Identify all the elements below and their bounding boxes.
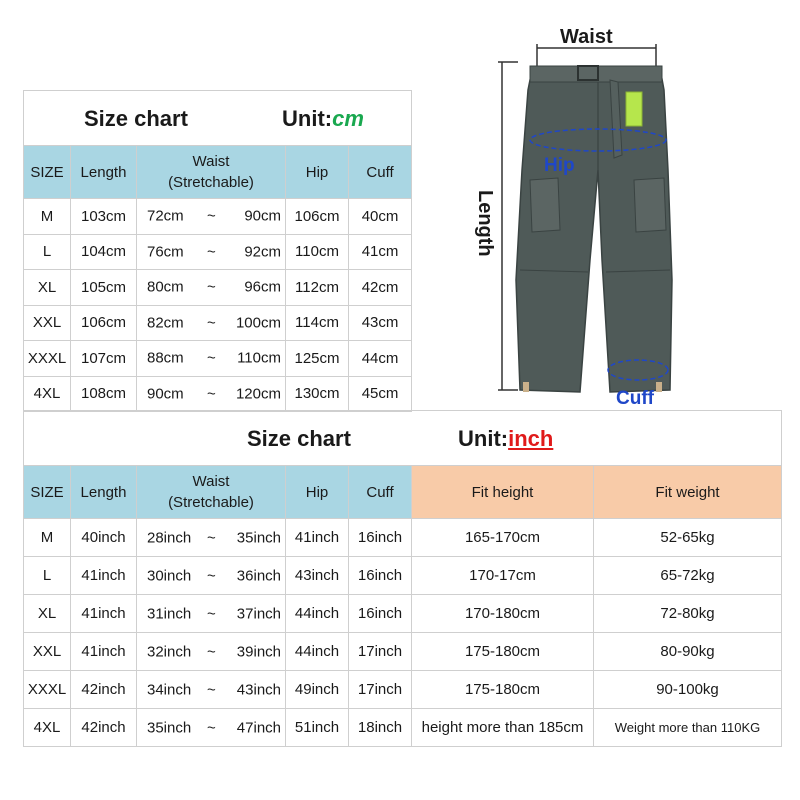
header-size: SIZE bbox=[24, 146, 71, 199]
header-fit-height: Fit height bbox=[412, 466, 594, 519]
waist-cell bbox=[137, 519, 286, 557]
header-length: Length bbox=[71, 146, 137, 199]
length-cell: 105cm bbox=[71, 270, 137, 306]
size-cell: XXXL bbox=[24, 341, 71, 377]
cuff-cell: 17inch bbox=[349, 671, 412, 709]
hang-tag bbox=[626, 92, 642, 126]
hip-cell: 110cm bbox=[286, 234, 349, 270]
length-cell: 104cm bbox=[71, 234, 137, 270]
size-cell: M bbox=[24, 199, 71, 235]
length-label: Length bbox=[474, 190, 496, 257]
fit-height-cell: 165-170cm bbox=[412, 519, 594, 557]
cuff-cell: 40cm bbox=[349, 199, 412, 235]
waist-min: 90cm bbox=[147, 385, 184, 403]
length-cell: 103cm bbox=[71, 199, 137, 235]
waist-cell bbox=[137, 376, 286, 412]
inch-row bbox=[24, 671, 782, 709]
cuff-cell: 17inch bbox=[349, 633, 412, 671]
fit-weight-cell: 52-65kg bbox=[594, 519, 782, 557]
length-cell: 41inch bbox=[71, 557, 137, 595]
waist-min: 32inch bbox=[147, 643, 192, 660]
length-cell: 41inch bbox=[71, 633, 137, 671]
inch-row bbox=[24, 709, 782, 747]
length-cell: 42inch bbox=[71, 709, 137, 747]
size-cell: M bbox=[24, 519, 71, 557]
cuff-label: Cuff bbox=[616, 388, 654, 409]
waist-max: 37inch bbox=[236, 605, 281, 622]
size-cell: 4XL bbox=[24, 376, 71, 412]
length-cell: 108cm bbox=[71, 376, 137, 412]
pants-shape bbox=[516, 66, 672, 392]
inch-row bbox=[24, 557, 782, 595]
waist-cell bbox=[137, 341, 286, 377]
waist-cell bbox=[137, 671, 286, 709]
cm-header-row bbox=[24, 146, 412, 199]
waist-max: 39inch bbox=[236, 643, 281, 660]
waist-label: Waist bbox=[560, 26, 613, 48]
cm-unit-label: Unit:cm bbox=[282, 106, 364, 131]
cuff-cell: 16inch bbox=[349, 557, 412, 595]
header-length: Length bbox=[71, 466, 137, 519]
cuff-cell: 44cm bbox=[349, 341, 412, 377]
waist-cell bbox=[137, 557, 286, 595]
waist-max: 36inch bbox=[236, 567, 281, 584]
waist-tilde: ~ bbox=[207, 349, 216, 367]
fit-weight-cell: 72-80kg bbox=[594, 595, 782, 633]
waist-cell bbox=[137, 234, 286, 270]
cuff-cell: 16inch bbox=[349, 519, 412, 557]
waist-max: 90cm bbox=[244, 207, 281, 225]
waist-min: 88cm bbox=[147, 349, 184, 367]
hip-cell: 41inch bbox=[286, 519, 349, 557]
header-waist: Waist (Stretchable) bbox=[137, 146, 286, 199]
cuff-cell: 41cm bbox=[349, 234, 412, 270]
header-hip: Hip bbox=[286, 466, 349, 519]
hip-cell: 49inch bbox=[286, 671, 349, 709]
length-cell: 42inch bbox=[71, 671, 137, 709]
size-cell: L bbox=[24, 557, 71, 595]
waist-cell bbox=[137, 595, 286, 633]
waist-tilde: ~ bbox=[207, 243, 216, 261]
waist-tilde: ~ bbox=[207, 314, 216, 332]
waist-max: 92cm bbox=[244, 243, 281, 261]
hip-cell: 112cm bbox=[286, 270, 349, 306]
length-cell: 106cm bbox=[71, 305, 137, 341]
size-cell: XXL bbox=[24, 633, 71, 671]
fit-height-cell: 170-180cm bbox=[412, 595, 594, 633]
hip-cell: 44inch bbox=[286, 633, 349, 671]
cm-title-row bbox=[24, 91, 412, 146]
size-cell: XXXL bbox=[24, 671, 71, 709]
cm-title: Size chart bbox=[84, 106, 188, 131]
cuff-cell: 18inch bbox=[349, 709, 412, 747]
waist-tilde: ~ bbox=[207, 207, 216, 225]
inch-row bbox=[24, 595, 782, 633]
waist-tilde: ~ bbox=[207, 681, 216, 698]
waist-min: 82cm bbox=[147, 314, 184, 332]
cm-row bbox=[24, 341, 412, 377]
waist-min: 72cm bbox=[147, 207, 184, 225]
hip-cell: 114cm bbox=[286, 305, 349, 341]
waist-max: 120cm bbox=[235, 385, 281, 403]
inch-unit: inch bbox=[508, 426, 554, 451]
header-hip: Hip bbox=[286, 146, 349, 199]
waist-min: 28inch bbox=[147, 529, 192, 546]
inch-title: Size chart bbox=[247, 426, 351, 451]
length-cell: 40inch bbox=[71, 519, 137, 557]
waist-max: 110cm bbox=[237, 349, 281, 367]
hip-cell: 43inch bbox=[286, 557, 349, 595]
hip-cell: 51inch bbox=[286, 709, 349, 747]
waist-tilde: ~ bbox=[207, 605, 216, 622]
waist-cell bbox=[137, 305, 286, 341]
hip-cell: 130cm bbox=[286, 376, 349, 412]
cm-unit: cm bbox=[332, 106, 364, 131]
cuff-cell: 45cm bbox=[349, 376, 412, 412]
waist-max: 43inch bbox=[236, 681, 281, 698]
waist-cell bbox=[137, 709, 286, 747]
size-cell: XL bbox=[24, 270, 71, 306]
fit-height-cell: height more than 185cm bbox=[412, 709, 594, 747]
waist-tilde: ~ bbox=[207, 567, 216, 584]
waist-tilde: ~ bbox=[207, 278, 216, 296]
waist-tilde: ~ bbox=[207, 643, 216, 660]
pants-figure bbox=[470, 20, 800, 410]
waist-min: 76cm bbox=[147, 243, 184, 261]
waist-max: 35inch bbox=[236, 529, 281, 546]
waist-min: 34inch bbox=[147, 681, 192, 698]
hip-cell: 125cm bbox=[286, 341, 349, 377]
cm-row bbox=[24, 199, 412, 235]
size-cell: L bbox=[24, 234, 71, 270]
pants-illustration bbox=[470, 20, 800, 410]
waist-min: 80cm bbox=[147, 278, 184, 296]
hip-label: Hip bbox=[544, 155, 575, 176]
size-cell: XL bbox=[24, 595, 71, 633]
inch-row bbox=[24, 633, 782, 671]
waist-min: 30inch bbox=[147, 567, 192, 584]
cm-row bbox=[24, 234, 412, 270]
header-cuff: Cuff bbox=[349, 466, 412, 519]
waist-tilde: ~ bbox=[207, 385, 216, 403]
cuff-cell: 43cm bbox=[349, 305, 412, 341]
waist-min: 35inch bbox=[147, 719, 192, 736]
length-cell: 41inch bbox=[71, 595, 137, 633]
hip-cell: 44inch bbox=[286, 595, 349, 633]
hip-cell: 106cm bbox=[286, 199, 349, 235]
size-chart-inch-table bbox=[23, 410, 782, 747]
header-cuff: Cuff bbox=[349, 146, 412, 199]
fit-weight-cell: 80-90kg bbox=[594, 633, 782, 671]
header-waist: Waist (Stretchable) bbox=[137, 466, 286, 519]
cm-row bbox=[24, 305, 412, 341]
fit-weight-cell: Weight more than 110KG bbox=[594, 709, 782, 747]
inch-title-row bbox=[24, 411, 782, 466]
waist-max: 47inch bbox=[236, 719, 281, 736]
waist-max: 100cm bbox=[235, 314, 281, 332]
header-size: SIZE bbox=[24, 466, 71, 519]
cm-row bbox=[24, 376, 412, 412]
waist-cell bbox=[137, 270, 286, 306]
fit-height-cell: 170-17cm bbox=[412, 557, 594, 595]
waist-cell bbox=[137, 199, 286, 235]
inch-row bbox=[24, 519, 782, 557]
fit-height-cell: 175-180cm bbox=[412, 671, 594, 709]
size-cell: 4XL bbox=[24, 709, 71, 747]
waist-tilde: ~ bbox=[207, 719, 216, 736]
size-chart-cm-table bbox=[23, 90, 412, 412]
cuff-cell: 42cm bbox=[349, 270, 412, 306]
inch-unit-label: Unit:inch bbox=[458, 426, 554, 451]
waist-min: 31inch bbox=[147, 605, 192, 622]
fit-weight-cell: 65-72kg bbox=[594, 557, 782, 595]
cm-row bbox=[24, 270, 412, 306]
waist-cell bbox=[137, 633, 286, 671]
fit-weight-cell: 90-100kg bbox=[594, 671, 782, 709]
fit-height-cell: 175-180cm bbox=[412, 633, 594, 671]
cuff-cell: 16inch bbox=[349, 595, 412, 633]
size-cell: XXL bbox=[24, 305, 71, 341]
waist-max: 96cm bbox=[244, 278, 281, 296]
length-cell: 107cm bbox=[71, 341, 137, 377]
inch-header-row bbox=[24, 466, 782, 519]
header-fit-weight: Fit weight bbox=[594, 466, 782, 519]
waist-tilde: ~ bbox=[207, 529, 216, 546]
